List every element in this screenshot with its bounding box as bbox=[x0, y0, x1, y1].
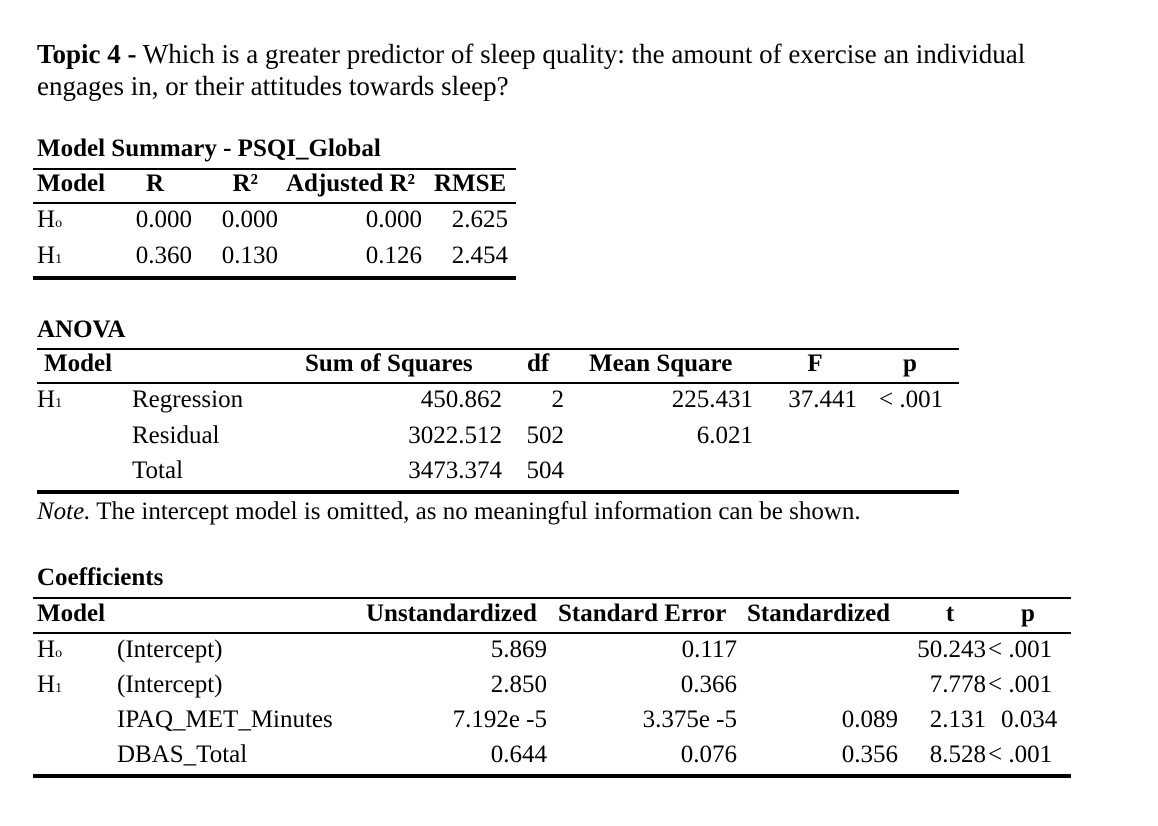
coefficients-title: Coefficients bbox=[37, 564, 164, 591]
ms-header-r2: R² bbox=[232, 170, 258, 197]
coef-row-se: 0.076 bbox=[680, 741, 737, 768]
ms-row-adj-r2: 0.126 bbox=[365, 242, 422, 269]
coef-row-unstd: 2.850 bbox=[490, 671, 547, 698]
coef-row-p: 0.034 bbox=[1001, 706, 1058, 733]
coef-row-term: (Intercept) bbox=[117, 671, 223, 698]
coef-row-se: 3.375e -5 bbox=[642, 706, 737, 733]
topic-question-line2: engages in, or their attitudes towards sleep? bbox=[37, 71, 509, 101]
coefficients-bottom-rule bbox=[33, 774, 1071, 778]
anova-row-p: < .001 bbox=[879, 386, 944, 413]
ms-row-adj-r2: 0.000 bbox=[365, 206, 422, 233]
coef-row-t: 8.528 bbox=[929, 741, 986, 768]
model-summary-bottom-rule bbox=[33, 276, 516, 280]
topic-heading bbox=[37, 38, 1025, 70]
coef-header-p: p bbox=[1021, 600, 1035, 627]
anova-model: H1 bbox=[37, 386, 63, 413]
coef-header-model: Model bbox=[37, 600, 106, 627]
ms-row-model: Ho bbox=[37, 206, 63, 233]
coef-row-t: 2.131 bbox=[929, 706, 986, 733]
coef-row-model: Ho bbox=[37, 636, 63, 663]
anova-row-term: Regression bbox=[132, 386, 244, 413]
anova-row-ms: 6.021 bbox=[696, 422, 753, 449]
coef-header-std: Standardized bbox=[747, 600, 891, 627]
coef-row-p: < .001 bbox=[988, 671, 1053, 698]
coef-row-term: DBAS_Total bbox=[117, 741, 248, 768]
coef-row-se: 0.366 bbox=[680, 671, 737, 698]
anova-header-ms: Mean Square bbox=[589, 350, 733, 377]
coef-row-unstd: 5.869 bbox=[490, 636, 547, 663]
ms-header-adj-r2: Adjusted R² bbox=[286, 170, 416, 197]
coef-row-term: IPAQ_MET_Minutes bbox=[117, 706, 333, 733]
model-summary-header-rule bbox=[33, 202, 516, 204]
anova-row-df: 2 bbox=[551, 386, 564, 413]
anova-row-ss: 450.862 bbox=[420, 386, 502, 413]
coef-row-std: 0.089 bbox=[841, 706, 898, 733]
coef-row-p: < .001 bbox=[988, 741, 1053, 768]
ms-row-r2: 0.130 bbox=[221, 242, 278, 269]
coef-row-p: < .001 bbox=[988, 636, 1053, 663]
topic-question-line1: Which is a greater predictor of sleep quality: the amount of exercise an individual bbox=[136, 39, 1026, 69]
coef-header-unstd: Unstandardized bbox=[366, 600, 537, 627]
anova-note-label: Note. bbox=[37, 498, 91, 525]
ms-header-model: Model bbox=[37, 170, 106, 197]
coef-row-std: 0.356 bbox=[841, 741, 898, 768]
anova-note-text: The intercept model is omitted, as no meaningful information can be shown. bbox=[90, 498, 861, 525]
coef-header-t: t bbox=[945, 600, 955, 627]
ms-row-r: 0.360 bbox=[135, 242, 192, 269]
ms-row-rmse: 2.625 bbox=[451, 206, 508, 233]
coef-row-unstd: 0.644 bbox=[490, 741, 547, 768]
coef-row-model: H1 bbox=[37, 671, 63, 698]
coef-row-t: 7.778 bbox=[929, 671, 986, 698]
ms-header-r: R bbox=[145, 170, 165, 197]
ms-row-r: 0.000 bbox=[135, 206, 192, 233]
anova-title: ANOVA bbox=[37, 316, 126, 343]
anova-note bbox=[37, 498, 861, 526]
coef-row-t: 50.243 bbox=[917, 636, 986, 663]
coefficients-top-rule bbox=[33, 597, 1071, 599]
anova-row-f: 37.441 bbox=[788, 386, 857, 413]
coef-row-unstd: 7.192e -5 bbox=[452, 706, 547, 733]
coef-row-term: (Intercept) bbox=[117, 636, 223, 663]
anova-row-term: Total bbox=[132, 457, 184, 484]
ms-row-r2: 0.000 bbox=[221, 206, 278, 233]
topic-label: Topic 4 - bbox=[37, 39, 137, 69]
anova-row-ss: 3022.512 bbox=[408, 422, 502, 449]
anova-row-ss: 3473.374 bbox=[408, 457, 502, 484]
ms-header-rmse: RMSE bbox=[434, 170, 507, 197]
coef-row-se: 0.117 bbox=[681, 636, 737, 663]
ms-row-model: H1 bbox=[37, 242, 63, 269]
anova-header-p: p bbox=[903, 350, 917, 377]
anova-row-term: Residual bbox=[132, 422, 220, 449]
anova-header-f: F bbox=[807, 350, 823, 377]
coef-header-se: Standard Error bbox=[558, 600, 727, 627]
anova-header-model: Model bbox=[44, 350, 113, 377]
anova-header-rule bbox=[37, 382, 959, 384]
anova-row-df: 504 bbox=[526, 457, 564, 484]
ms-row-rmse: 2.454 bbox=[451, 242, 508, 269]
anova-row-ms: 225.431 bbox=[671, 386, 753, 413]
anova-bottom-rule bbox=[37, 490, 959, 494]
anova-row-df: 502 bbox=[526, 422, 564, 449]
model-summary-title: Model Summary - PSQI_Global bbox=[37, 135, 381, 162]
anova-header-ss: Sum of Squares bbox=[305, 350, 473, 377]
anova-header-df: df bbox=[527, 350, 550, 377]
coefficients-header-rule bbox=[33, 632, 1071, 634]
